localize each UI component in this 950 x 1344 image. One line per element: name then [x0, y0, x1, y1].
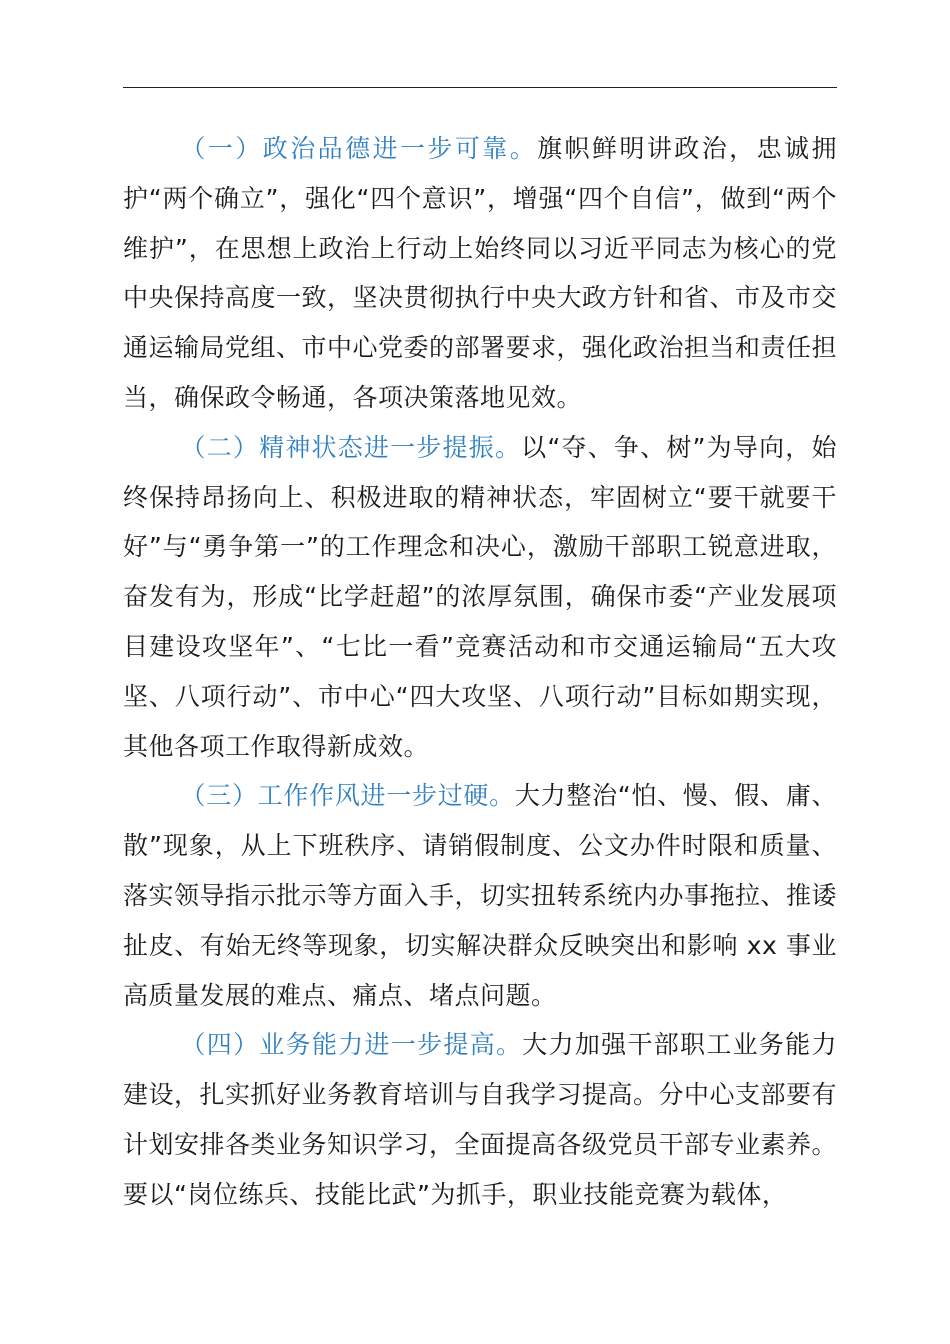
section-text-1: 旗帜鲜明讲政治，忠诚拥护“两个确立”，强化“四个意识”，增强“四个自信”，做到“两个维护”，在思想上政治上行动上始终同以习近平同志为核心的党中央保持高度一致，坚决贯彻执行中央大政方针和省、市及市交通运输局党组、市中心党委的部署要求，强化政治担当和责任担当，确保政令畅通，各项决策落地见效。: [123, 134, 838, 412]
header-rule: [123, 87, 837, 88]
section-text-4: 大力加强干部职工业务能力建设，扎实抓好业务教育培训与自我学习提高。分中心支部要有计划安排各类业务知识学习，全面提高各级党员干部专业素养。要以“岗位练兵、技能比武”为抓手，职业技能竞赛为载体，: [123, 1030, 838, 1209]
paragraph-political-integrity: [123, 124, 837, 423]
section-heading-4: （四）业务能力进一步提高。: [180, 1030, 523, 1060]
section-heading-2: （二）精神状态进一步提振。: [180, 432, 522, 462]
section-heading-3: （三）工作作风进一步过硬。: [180, 781, 515, 811]
paragraph-spirit: [123, 423, 837, 772]
section-text-2: 以“夺、争、树”为导向，始终保持昂扬向上、积极进取的精神状态，牢固树立“要干就要干好”与“勇争第一”的工作理念和决心，激励干部职工锐意进取，奋发有为，形成“比学赶超”的浓厚氛围，确保市委“产业发展项目建设攻坚年”、“七比一看”竞赛活动和市交通运输局“五大攻坚、八项行动”、市中心“四大攻坚、八项行动”目标如期实现，其他各项工作取得新成效。: [123, 432, 837, 761]
paragraph-work-style: [123, 771, 837, 1020]
section-text-3: 大力整治“怕、慢、假、庸、散”现象，从上下班秩序、请销假制度、公文办件时限和质量、落实领导指示批示等方面入手，切实扭转系统内办事拖拉、推诿扯皮、有始无终等现象，切实解决群众反映突出和影响 xx 事业高质量发展的难点、痛点、堵点问题。: [123, 781, 838, 1010]
paragraph-capability: [123, 1020, 837, 1219]
section-heading-1: （一）政治品德进一步可靠。: [180, 134, 538, 163]
document-body: [123, 124, 837, 1220]
